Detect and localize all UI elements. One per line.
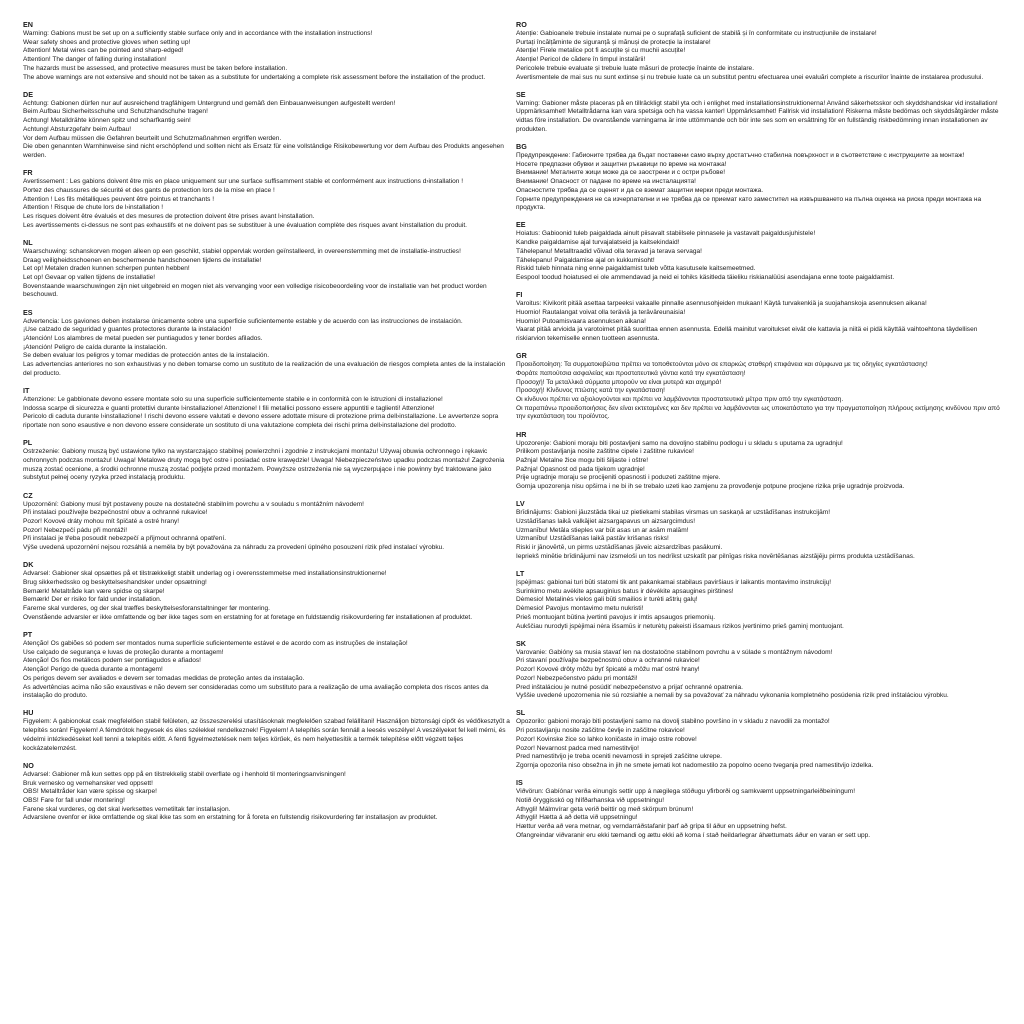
warning-text: Farerne skal vurderes, og der skal træffes beskyttelsesforanstaltninger før montering. bbox=[23, 605, 270, 613]
warning-text: Bemærk! Der er risiko for fald under installation. bbox=[23, 596, 162, 604]
warning-text: Įspėjimas: gabionai turi būti statomi tik ant pakankamai stabilaus paviršiaus ir laikantis montavimo instrukcijų! bbox=[516, 579, 832, 587]
warning-section-bg bbox=[516, 142, 1004, 213]
language-code: NO bbox=[23, 760, 34, 770]
warning-text: Avertissement : Les gabions doivent être mis en place uniquement sur une surface suffisamment stable et conformément aux instructions d›installation ! bbox=[23, 178, 464, 186]
warning-text: Atenção! Os gabiões só podem ser montados numa superfície suficientemente estável e de acordo com as instruções de instalação! bbox=[23, 640, 408, 648]
warning-text: Viðvörun: Gabíónar verða einungis settir upp á nægilega stöðugu yfirborði og samkvæmt uppsetningarleiðbeiningum! bbox=[516, 788, 856, 796]
warning-text: Attenzione: Le gabbionate devono essere montate solo su una superficie sufficientemente stabile e in conformità con le istruzioni di installazione! bbox=[23, 396, 443, 403]
warning-text: Bemærk! Metaltråde kan være spidse og skarpe! bbox=[23, 587, 165, 595]
warning-text: Atenção! Perigo de queda durante a montagem! bbox=[23, 666, 163, 674]
warning-text: Носете предпазни обувки и защитни ръкавици по време на монтажа! bbox=[516, 160, 727, 168]
warning-section-sk bbox=[516, 639, 1004, 701]
warning-text: Prije ugradnje moraju se procijeniti opasnosti i poduzeti zaštitne mjere. bbox=[516, 474, 721, 482]
language-code: EE bbox=[516, 220, 526, 230]
warning-text: Opozorilo: gabioni morajo biti postavljeni samo na dovolj stabilno površino in v skladu z navodili za montažo! bbox=[516, 718, 830, 726]
warning-text: Zgornja opozorila niso obsežna in jih ne smete jemati kot nadomestilo za popolno oceno tveganja pred namestitvijo izdelka. bbox=[516, 762, 874, 769]
warning-text: Attention ! Risque de chute lors de l›installation ! bbox=[23, 204, 164, 212]
warning-text: Brīdinājums: Gabioni jāuzstāda tikai uz pietiekami stabilas virsmas un saskaņā ar uzstādīšanas instrukcijām! bbox=[516, 509, 831, 517]
warning-text: Ostrzeżenie: Gabiony muszą być ustawione tylko na wystarczająco stabilnej powierzchni i zgodnie z instrukcjami montażu! Używaj obuwia ochronnego i rękawic ochronnych podczas montażu! Uwaga! Metalowe druty mogą być ostre i posiadać ostre krawędzie! Uwaga! Niebezpieczeństwo upadku podczas montażu! Zagrożenia muszą zostać ocenione, a środki ochronne muszą zostać podjęte przed montażem. Powyższe ostrzeżenia nie są wyczerpujące i nie powinny być traktowane jako substytut pełnej oceny ryzyka przed instalacją produktu. bbox=[23, 448, 505, 482]
left-column bbox=[23, 20, 513, 831]
warning-text: Beim Aufbau Sicherheitsschuhe und Schutzhandschuhe tragen! bbox=[23, 108, 208, 116]
warning-text: Uzmanību! Uzstādīšanas laikā pastāv krišanas risks! bbox=[516, 535, 669, 543]
warning-text: Iepriekš minētie brīdinājumi nav izsmeloši un tos nedrīkst uzskatīt par pilnīgas riska novērtēšanas aizstājēju pirms produkta uzstādīšanas. bbox=[516, 552, 915, 560]
warning-text: Kandke paigaldamise ajal turvajalatseid ja kaitsekindaid! bbox=[516, 239, 680, 247]
language-code: NL bbox=[23, 237, 33, 247]
warning-text: Внимание! Опасност от падане по време на инсталацията! bbox=[516, 178, 696, 186]
warning-text: Notið öryggisskó og hlífðarhanska við uppsetningu! bbox=[516, 796, 665, 804]
warning-text: Uzmanību! Metāla stieples var būt asas un ar asām malām! bbox=[516, 526, 689, 534]
warning-text: Οι κίνδυνοι πρέπει να αξιολογούνται και πρέπει να λαμβάνονται προστατευτικά μέτρα πριν από την εγκατάσταση. bbox=[516, 396, 844, 403]
warning-text: Huomio! Rautalangat voivat olla teräviä ja teräväreunaisia! bbox=[516, 308, 686, 316]
warning-text: Uzstādīšanas laikā valkājiet aizsargapavus un aizsargcimdus! bbox=[516, 518, 696, 526]
warning-text: Attention! Metal wires can be pointed and sharp-edged! bbox=[23, 47, 184, 55]
warning-text: Les avertissements ci-dessus ne sont pas exhaustifs et ne doivent pas se substituer à une évaluation complète des risques avant l›installation du produit. bbox=[23, 221, 467, 229]
warning-text: Atenție! Firele metalice pot fi ascuțite și cu muchii ascuțite! bbox=[516, 47, 686, 55]
warning-text: Pred namestitvijo je treba oceniti nevarnosti in sprejeti zaščitne ukrepe. bbox=[516, 753, 722, 761]
warning-section-fr bbox=[23, 168, 513, 230]
warning-section-pt bbox=[23, 630, 513, 701]
warning-section-it bbox=[23, 386, 513, 431]
language-code: FR bbox=[23, 168, 33, 178]
warning-text: Wear safety shoes and protective gloves when setting up! bbox=[23, 38, 191, 46]
warning-text: Let op! Metalen draden kunnen scherpen punten hebben! bbox=[23, 265, 190, 273]
language-code: BG bbox=[516, 142, 527, 152]
language-code: SL bbox=[516, 708, 526, 718]
warning-text: Внимание! Металните жици може да се заострени и с остри ръбове! bbox=[516, 169, 726, 177]
warning-text: Prilikom postavljanja nosite zaštitne cipele i zaštitne rukavice! bbox=[516, 448, 694, 456]
warning-text: Surinkimo metu avėkite apsauginius batus ir dėvėkite apsaugines pirštines! bbox=[516, 587, 734, 595]
warning-text: Горните предупреждения не са изчерпателни и не трябва да се приемат като заместител на извършването на пълна оценка на риска преди монтажа на продукта. bbox=[516, 195, 982, 212]
warning-section-is bbox=[516, 778, 1004, 840]
warning-text: OBS! Metalltråder kan være spisse og skarpe! bbox=[23, 788, 157, 796]
warning-text: Pericolele trebuie evaluate și trebuie luate măsuri de protecție înainte de instalare. bbox=[516, 64, 755, 72]
language-code: LT bbox=[516, 569, 525, 579]
warning-text: Varning: Gabioner måste placeras på en tillräckligt stabil yta och i enlighet med installationsinstruktionerna! Använd säkerhetsskor och skyddshandskar vid installation! Uppmärksamhet! Metalltrådarna kan vara spetsiga och ha vassa kanter! Uppmärksamhet! Fallrisk vid installation! Riskerna måste bedömas och skyddsåtgärder måste vidtas före installation. De ovanstående varningarna är inte uttömmande och bör inte ses som en ersättning för en fullständig riskbedömning innan installationen av produkten. bbox=[516, 99, 999, 133]
warning-text: As advertências acima não são exaustivas e não devem ser consideradas como um substituto para a realização de uma avaliação completa dos riscos antes da instalação do produto. bbox=[23, 683, 489, 700]
warning-section-es bbox=[23, 308, 513, 379]
warning-text: Attention! The danger of falling during installation! bbox=[23, 56, 167, 64]
warning-text: Achtung! Metalldrähte können spitz und scharfkantig sein! bbox=[23, 117, 191, 125]
warning-text: Οι παραπάνω προειδοποιήσεις δεν είναι εκτεταμένες και δεν πρέπει να λαμβάνονται ως υποκατάστατο για την πραγματοποίηση πλήρους εκτίμησης κινδύνου πριν από την εγκατάσταση του προϊόντος. bbox=[516, 404, 1000, 421]
warning-section-nl bbox=[23, 238, 513, 300]
warning-text: Riski ir jānovērtē, un pirms uzstādīšanas jāveic aizsardzības pasākumi. bbox=[516, 544, 723, 552]
warning-section-pl bbox=[23, 438, 513, 483]
warning-text: Athygli! Hætta á að detta við uppsetningu! bbox=[516, 814, 638, 822]
warning-text: Hættur verða að vera metnar, og verndarráðstafanir þarf að grípa til áður en uppsetning hefst. bbox=[516, 823, 787, 831]
warning-text: Προειδοποίηση: Τα συρματοκιβώτια πρέπει να τοποθετούνται μόνο σε επαρκώς σταθερή επιφάνεια και σύμφωνα με τις οδηγίες εγκατάστασης! bbox=[516, 361, 928, 369]
language-code: PL bbox=[23, 438, 33, 448]
warning-text: Pericolo di caduta durante l›installazione! I rischi devono essere valutati e devono essere adottate misure di protezione prima dell›installazione. Le avvertenze sopra riportate non sono esaustive e non devono essere considerate un sostituto di una valutazione completa dei rischi prima dell›installazione del prodotto. bbox=[23, 413, 499, 430]
warning-text: Pozor! Nebezpečenstvo pádu pri montáži! bbox=[516, 674, 638, 682]
warning-text: Figyelem: A gabionokat csak megfelelően stabil felületen, az összeszerelési utasításoknak megfelelően szabad felállítani! Használjon biztonsági cipőt és védőkesztyűt a telepítés során! Figyelem! A fémdrótok hegyesek és éles szélekkel rendelkeznek! Figyelem! A telepítés során fennáll a leesés veszélye! A veszélyeket fel kell mérni, és védelmi intézkedéseket kell tenni a telepítés előtt. A fenti figyelmeztetések nem teljes körűek, és nem helyettesítik a termék telepítése előtt végzett teljes kockázatelemzést. bbox=[23, 718, 510, 752]
language-code: SK bbox=[516, 638, 526, 648]
warning-text: Atenție: Gabioanele trebuie instalate numai pe o suprafață suficient de stabilă și în conformitate cu instrucțiunile de instalare! bbox=[516, 30, 877, 37]
warning-text: Indossa scarpe di sicurezza e guanti protettivi durante l›installazione! Attenzione! I fili metallici possono essere appuntiti e taglienti! Attenzione! bbox=[23, 404, 435, 412]
warning-text: Attention ! Les fils métalliques peuvent être pointus et tranchants ! bbox=[23, 195, 215, 203]
warning-section-de bbox=[23, 90, 513, 161]
warning-text: Ovenstående advarsler er ikke omfattende og bør ikke tages som en erstatning for at foretage en fuldstændig risikovurdering før installationen af produktet. bbox=[23, 613, 473, 621]
language-code: ES bbox=[23, 307, 33, 317]
warning-text: Vyššie uvedené upozornenia nie sú rozsiahle a nemali by sa považovať za náhradu vykonania kompletného posúdenia rizík pred inštaláciou výrobku. bbox=[516, 692, 949, 700]
warning-text: Farene skal vurderes, og det skal iverksettes vernetiltak før installasjon. bbox=[23, 805, 231, 813]
warning-text: Pažnja! Opasnost od pada tijekom ugradnje! bbox=[516, 465, 645, 473]
warning-text: Advertencia: Los gaviones deben instalarse únicamente sobre una superficie suficientemente estable y de acuerdo con las instrucciones de instalación. bbox=[23, 317, 463, 325]
warning-text: Avertismentele de mai sus nu sunt extinse și nu trebuie luate ca un substitut pentru efectuarea unei evaluări complete a riscurilor înainte de instalarea produsului. bbox=[516, 73, 984, 81]
warning-text: Vaarat pitää arvioida ja varotoimet pitää suorittaa ennen asennusta. Edellä mainitut varoitukset eivät ole kattavia ja niitä ei pidä käyttää vaihtoehtona täydellisen riskiarvion tekemiselle ennen tuotteen asennusta. bbox=[516, 326, 978, 342]
warning-text: Bovenstaande waarschuwingen zijn niet uitgebreid en mogen niet als vervanging voor een volledige risicobeoordeling voor de installatie van het product worden beschouwd. bbox=[23, 282, 487, 299]
warning-text: Achtung! Absturzgefahr beim Aufbau! bbox=[23, 125, 132, 133]
warning-section-cz bbox=[23, 491, 513, 553]
warning-text: ¡Atención! Los alambres de metal pueden ser puntiagudos y tener bordes afilados. bbox=[23, 334, 263, 342]
warning-text: Pozor! Nevarnost padca med namestitvijo! bbox=[516, 744, 639, 752]
warning-text: Varovanie: Gabióny sa musia stavať len na dostatočne stabilnom povrchu a v súlade s montážnym návodom! bbox=[516, 648, 833, 656]
warning-text: Atenție! Pericol de cădere în timpul instalării! bbox=[516, 56, 646, 64]
language-code: SE bbox=[516, 89, 526, 99]
right-column bbox=[516, 20, 1004, 848]
warning-text: Os perigos devem ser avaliados e devem ser tomadas medidas de proteção antes da instalação. bbox=[23, 674, 305, 682]
warning-text: ¡Atención! Peligro de caída durante la instalación. bbox=[23, 343, 168, 351]
warning-text: Draag veiligheidsschoenen en beschermende handschoenen tijdens de installatie! bbox=[23, 256, 262, 264]
language-code: IS bbox=[516, 778, 523, 788]
warning-text: Pri postavljanju nosite zaščitne čevlje in zaščitne rokavice! bbox=[516, 727, 685, 735]
warning-text: Riskid tuleb hinnata ning enne paigaldamist tuleb võtta kasutusele kaitsemeetmed. bbox=[516, 265, 756, 273]
language-code: CZ bbox=[23, 490, 33, 500]
warning-section-lt bbox=[516, 569, 1004, 631]
language-code: DK bbox=[23, 560, 34, 570]
warning-text: Tähelepanu! Metalltraadid võivad olla teravad ja terava servaga! bbox=[516, 247, 702, 255]
warning-text: Atenção! Os fios metálicos podem ser pontiagudos e afiados! bbox=[23, 657, 201, 665]
warning-text: Upozornění: Gabiony musí být postaveny pouze na dostatečně stabilním povrchu a v souladu s montážním návodem! bbox=[23, 500, 364, 508]
warning-text: Achtung: Gabionen dürfen nur auf ausreichend tragfähigem Untergrund und gemäß den Einbauanweisungen aufgestellt werden! bbox=[23, 99, 396, 107]
warning-text: Prieš montuojant būtina įvertinti pavojus ir imtis apsaugos priemonių. bbox=[516, 613, 716, 621]
warning-text: ¡Use calzado de seguridad y guantes protectores durante la instalación! bbox=[23, 326, 232, 334]
language-code: PT bbox=[23, 630, 33, 640]
warning-text: Warning: Gabions must be set up on a sufficiently stable surface only and in accordance with the installation instructions! bbox=[23, 30, 373, 37]
warning-section-hr bbox=[516, 430, 1004, 492]
warning-text: Die oben genannten Warnhinweise sind nicht erschöpfend und sollten nicht als Ersatz für eine vollständige Risikobewertung vor dem Aufbau des Produkts angesehen werden. bbox=[23, 143, 504, 159]
warning-text: Les risques doivent être évalués et des mesures de protection doivent être prises avant l›installation. bbox=[23, 212, 315, 220]
warning-text: Hoiatus: Gabioonid tuleb paigaldada ainult piisavalt stabiilsele pinnasele ja vastavalt paigaldusjuhistele! bbox=[516, 230, 816, 238]
warning-text: Advarslene ovenfor er ikke omfattende og skal ikke tas som en erstatning for å foreta en fullstendig risikovurdering før installasjon av produktet. bbox=[23, 814, 438, 822]
warning-text: Bruk vernesko og vernehansker ved oppsett! bbox=[23, 779, 153, 787]
warning-text: Προσοχή! Τα μεταλλικά σύρματα μπορούν να είναι μυτερά και αιχμηρά! bbox=[516, 378, 722, 386]
warning-text: Eespool toodud hoiatused ei ole ammendavad ja neid ei tohiks käsitleda täieliku riskianalüüsi asendajana enne toote paigaldamist. bbox=[516, 273, 895, 281]
warning-section-en bbox=[23, 20, 513, 82]
warning-section-fi bbox=[516, 290, 1004, 344]
warning-text: Purtați încălțăminte de siguranță și mănuși de protecție la instalare! bbox=[516, 38, 711, 46]
warning-text: Pozor! Kovinske žice so lahko koničaste in imajo ostre robove! bbox=[516, 735, 697, 743]
warning-text: Waarschuwing: schanskorven mogen alleen op een geschikt, stabiel oppervlak worden geïnstalleerd, in overeenstemming met de installatie-instructies! bbox=[23, 247, 461, 255]
language-code: LV bbox=[516, 499, 525, 509]
language-code: HU bbox=[23, 708, 34, 718]
warning-text: Pri stavaní používajte bezpečnostnú obuv a ochranné rukavice! bbox=[516, 657, 700, 665]
warning-text: Aukščiau nurodyti įspėjimai nėra išsamūs ir neturėtų pakeisti išsamaus rizikos įvertinimo prieš gaminį montuojant. bbox=[516, 622, 844, 630]
warning-text: Pozor! Kovové drôty môžu byť špicaté a môžu mať ostré hrany! bbox=[516, 666, 700, 674]
warning-text: Las advertencias anteriores no son exhaustivas y no deben tomarse como un sustituto de la realización de una evaluación de riesgos completa antes de la instalación del producto. bbox=[23, 361, 506, 377]
warning-text: Pred inštaláciou je nutné posúdiť nebezpečenstvo a prijať ochranné opatrenia. bbox=[516, 683, 743, 691]
warning-text: The above warnings are not extensive and should not be taken as a substitute for undertaking a complete risk assessment before the installation of the product. bbox=[23, 73, 486, 81]
warning-text: Varoitus: Kivikorit pitää asettaa tarpeeksi vakaalle pinnalle asennusohjeiden mukaan! Käytä turvakenkiä ja suojahanskoja asennuksen aikana! bbox=[516, 300, 927, 308]
warning-text: Pozor! Nebezpečí pádu při montáži! bbox=[23, 526, 128, 534]
warning-section-ro bbox=[516, 20, 1004, 82]
warning-text: Dėmesio! Metalinės vielos gali būti smailios ir turėti aštrių galų! bbox=[516, 596, 698, 604]
language-code: HR bbox=[516, 429, 527, 439]
language-code: GR bbox=[516, 351, 527, 361]
warning-text: Při instalaci používejte bezpečnostní obuv a ochranné rukavice! bbox=[23, 509, 208, 517]
warning-text: Huomio! Putoamisvaara asennuksen aikana! bbox=[516, 317, 646, 325]
warning-text: Предупреждение: Габионите трябва да бъдат поставени само върху достатъчно стабилна повърхност и в съответствие с инструкциите за монтаж! bbox=[516, 152, 965, 160]
warning-text: Vor dem Aufbau müssen die Gefahren beurteilt und Schutzmaßnahmen ergriffen werden. bbox=[23, 134, 282, 142]
warning-text: The hazards must be assessed, and protective measures must be taken before installation. bbox=[23, 64, 288, 72]
warning-text: Portez des chaussures de sécurité et des gants de protection lors de la mise en place ! bbox=[23, 186, 275, 194]
warning-section-no bbox=[23, 761, 513, 823]
warning-text: Προσοχή! Κίνδυνος πτώσης κατά την εγκατάσταση! bbox=[516, 387, 665, 395]
warning-text: Advarsel: Gabioner skal opsættes på et tilstrækkeligt stabilt underlag og i overensstemmelse med installationsinstruktionerne! bbox=[23, 570, 387, 578]
warning-text: Dėmesio! Pavojus montavimo metu nukristi! bbox=[516, 605, 644, 613]
language-code: DE bbox=[23, 89, 33, 99]
warning-section-hu bbox=[23, 708, 513, 753]
warning-text: Ofangreindar viðvaranir eru ekki tæmandi og ættu ekki að koma í stað heildarlegrar áhættumats áður en varan er sett upp. bbox=[516, 831, 871, 839]
language-code: EN bbox=[23, 20, 33, 29]
warning-section-gr bbox=[516, 351, 1004, 422]
warning-text: Опасностите трябва да се оценят и да се вземат защитни мерки преди монтажа. bbox=[516, 186, 764, 194]
warning-section-ee bbox=[516, 220, 1004, 282]
warning-section-dk bbox=[23, 560, 513, 622]
warning-text: Upozorenje: Gabioni moraju biti postavljeni samo na dovoljno stabilnu podlogu i u skladu s uputama za ugradnju! bbox=[516, 439, 843, 447]
warning-text: Při instalaci je třeba posoudit nebezpečí a přijmout ochranná opatření. bbox=[23, 535, 227, 543]
language-code: IT bbox=[23, 386, 30, 395]
warning-text: Pažnja! Metalne žice mogu biti šiljaste i oštre! bbox=[516, 457, 649, 465]
language-code: FI bbox=[516, 290, 523, 300]
warning-text: Pozor! Kovové dráty mohou mít špičaté a ostré hrany! bbox=[23, 518, 180, 526]
warning-text: Výše uvedená upozornění nejsou rozsáhlá a neměla by být považována za náhradu za provedení úplného posouzení rizik před instalací výrobku. bbox=[23, 544, 445, 552]
warning-text: Gornja upozorenja nisu opširna i ne bi ih se trebalo uzeti kao zamjenu za provođenje potpune procjene rizika prije ugradnje proizvoda. bbox=[516, 483, 905, 491]
warning-text: Se deben evaluar los peligros y tomar medidas de protección antes de la instalación. bbox=[23, 352, 270, 360]
warning-section-sl bbox=[516, 708, 1004, 770]
warning-text: Advarsel: Gabioner må kun settes opp på en tilstrekkelig stabil overflate og i henhold til monteringsanvisningen! bbox=[23, 770, 346, 778]
warning-section-se bbox=[516, 90, 1004, 135]
warning-text: Let op! Gevaar op vallen tijdens de installatie! bbox=[23, 273, 156, 281]
warning-section-lv bbox=[516, 499, 1004, 561]
language-code: RO bbox=[516, 20, 527, 29]
warning-text: Brug sikkerhedssko og beskyttelseshandsker under opsætning! bbox=[23, 579, 207, 587]
warning-text: Use calçado de segurança e luvas de proteção durante a montagem! bbox=[23, 648, 224, 656]
warning-text: Tähelepanu! Paigaldamise ajal on kukkumisoht! bbox=[516, 256, 655, 264]
warning-text: OBS! Fare for fall under montering! bbox=[23, 796, 125, 804]
warning-text: Athygli! Málmvírar geta verið beittir og með skörpum brúnum! bbox=[516, 805, 694, 813]
warning-text: Φοράτε παπούτσια ασφαλείας και προστατευτικά γάντια κατά την εγκατάσταση! bbox=[516, 369, 746, 377]
